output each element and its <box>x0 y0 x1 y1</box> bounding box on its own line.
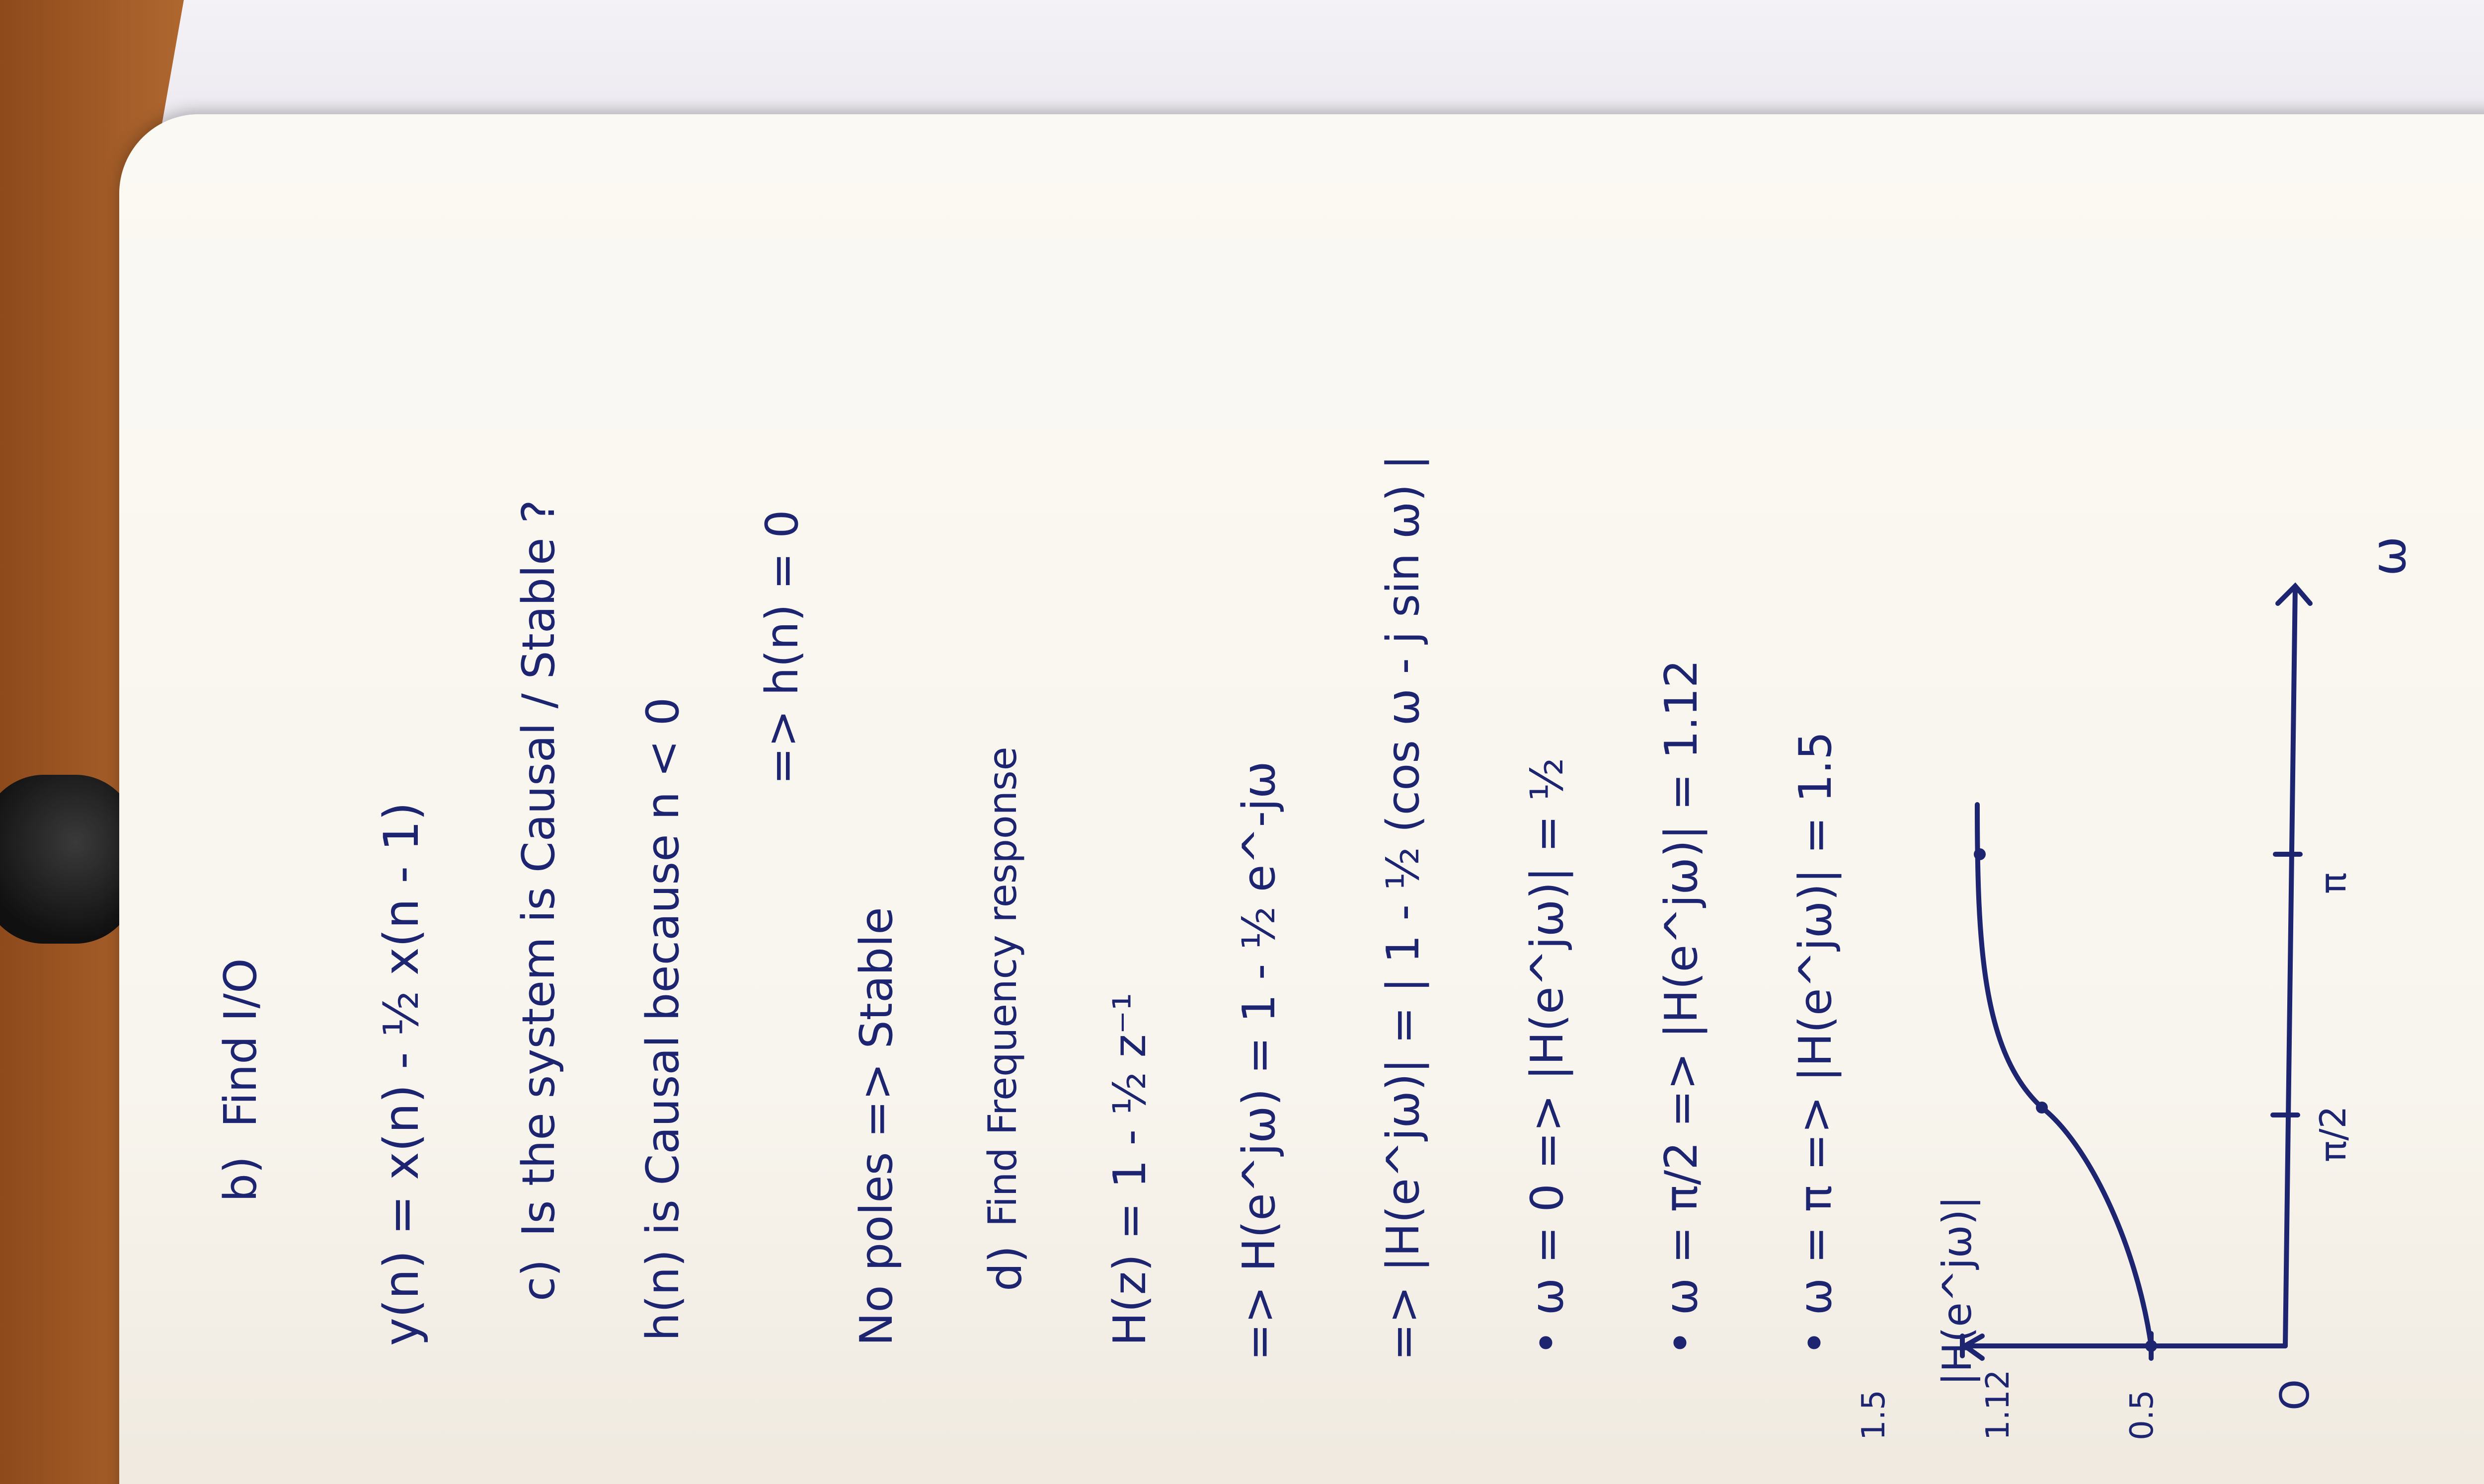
eval-row-w0: • ω = 0 => |H(e^jω)| = ½ <box>1521 757 1573 1356</box>
y-tick-1-12: 1.12 <box>1980 1369 2017 1440</box>
frequency-response: => H(e^jω) = 1 - ½ e^-jω <box>1233 761 1285 1361</box>
part-d-text: Find Frequency response <box>981 746 1025 1227</box>
x-tick-pi-half: π/2 <box>2312 1106 2354 1162</box>
causal-note: h(n) is Causal because n < 0 <box>637 697 689 1341</box>
causal-result: => h(n) = 0 <box>756 510 808 785</box>
part-b-text: Find I/O <box>215 958 267 1127</box>
y-tick-0-5: 0.5 <box>2124 1390 2161 1440</box>
part-c-label: c) <box>513 1259 565 1301</box>
io-equation: y(n) = x(n) - ½ x(n - 1) <box>374 802 429 1346</box>
y-tick-1-5: 1.5 <box>1856 1390 1892 1440</box>
origin-label: O <box>2272 1379 2318 1410</box>
plot-xlabel: ω <box>2361 536 2416 576</box>
magnitude-expression: => |H(e^jω)| = | 1 - ½ (cos ω - j sin ω) | <box>1377 454 1429 1361</box>
response-curve <box>1977 805 2151 1346</box>
point-wpi2 <box>2036 1102 2048 1113</box>
transfer-function: H(z) = 1 - ½ z⁻¹ <box>1104 992 1156 1346</box>
x-tick-pi: π <box>2312 872 2354 894</box>
part-b-label: b) <box>215 1156 267 1202</box>
part-d-label: d) <box>980 1245 1032 1291</box>
x-axis-line <box>2285 586 2295 1346</box>
poles-note: No poles => Stable <box>851 907 903 1346</box>
eval-row-wpi: • ω = π => |H(e^jω)| = 1.5 <box>1789 731 1842 1356</box>
plot-ylabel: |H(e^jω)| <box>1934 1196 1980 1386</box>
point-wpi <box>1974 848 1986 860</box>
point-w0 <box>2145 1340 2157 1352</box>
eval-row-wpi2: • ω = π/2 => |H(e^jω)| = 1.12 <box>1655 659 1708 1356</box>
part-c-text: Is the system is Causal / Stable ? <box>513 500 565 1237</box>
